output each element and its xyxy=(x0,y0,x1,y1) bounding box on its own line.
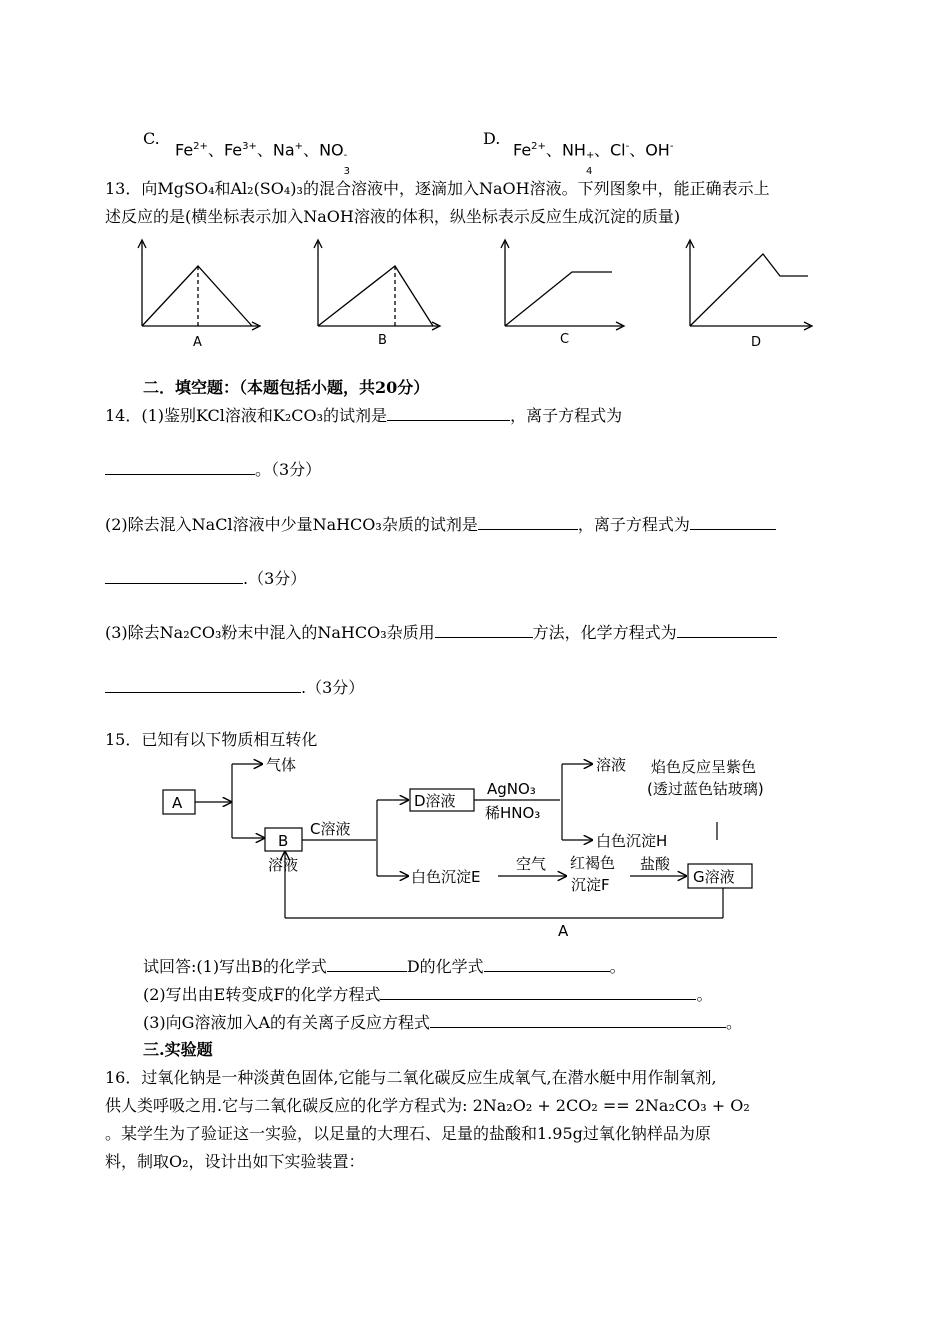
q14-p1-cont: 。（3分） xyxy=(105,458,321,481)
graph-c-label: C xyxy=(560,332,570,347)
q14-p3-cont: .（3分） xyxy=(105,676,364,699)
label-a: A xyxy=(172,794,183,812)
q14-p2: (2)除去混入NaCl溶液中少量NaHCO₃杂质的试剂是 ，离子方程式为 xyxy=(105,513,776,536)
answer-blank[interactable] xyxy=(105,676,301,693)
q16-line3: 。某学生为了验证这一实验，以足量的大理石、足量的盐酸和1.95g过氧化钠样品为原 xyxy=(105,1124,711,1143)
conversion-diagram xyxy=(0,750,950,950)
q16-line2: 供人类呼吸之用.它与二氧化碳反应的化学方程式为: 2Na₂O₂ + 2CO₂ == 2Na₂CO₃ + O₂ xyxy=(105,1096,750,1115)
label-d-sol: D溶液 xyxy=(414,792,456,810)
graph-b xyxy=(314,240,440,330)
label-flame2: (透过蓝色钴玻璃) xyxy=(647,780,764,798)
q13-graphs xyxy=(0,228,950,368)
q13-line1: 13．向MgSO₄和Al₂(SO₄)₃的混合溶液中，逐滴加入NaOH溶液。下列图象中，能正确表示上 xyxy=(105,179,770,198)
label-b-sol: 溶液 xyxy=(268,856,299,874)
option-d-ions: $Fe^{2+}$、NH + 4 、Cl-、OH- xyxy=(513,140,674,178)
label-solution: 溶液 xyxy=(596,756,627,774)
answer-blank[interactable] xyxy=(677,621,777,638)
label-c-sol: C溶液 xyxy=(310,820,351,838)
q16-line4: 料，制取O₂，设计出如下实验装置： xyxy=(105,1152,365,1171)
label-white-e: 白色沉淀E xyxy=(411,868,481,886)
label-b: B xyxy=(278,832,289,850)
label-redbrown: 红褐色 xyxy=(570,854,616,872)
q15-ans3: (3)向G溶液加入A的有关离子反应方程式 。 xyxy=(143,1013,743,1032)
option-c-label: C. xyxy=(143,129,160,148)
answer-blank[interactable] xyxy=(327,955,407,972)
q15-ans1: 试回答:(1)写出B的化学式 D的化学式 。 xyxy=(143,957,626,976)
label-hno3: 稀HNO₃ xyxy=(485,804,541,822)
label-agno3: AgNO₃ xyxy=(487,780,536,798)
label-air: 空气 xyxy=(516,855,547,873)
option-d xyxy=(483,128,500,150)
graph-d xyxy=(686,240,812,330)
option-c xyxy=(143,128,160,150)
answer-blank[interactable] xyxy=(105,458,255,475)
answer-blank[interactable] xyxy=(484,955,610,972)
section2-title: 二．填空题：（本题包括小题，共20分） xyxy=(143,378,430,397)
label-g-sol: G溶液 xyxy=(693,868,735,886)
answer-blank[interactable] xyxy=(478,513,578,530)
answer-blank[interactable] xyxy=(380,983,696,1000)
q16-line1: 16．过氧化钠是一种淡黄色固体,它能与二氧化碳反应生成氧气,在潜水艇中用作制氧剂, xyxy=(105,1068,717,1087)
option-c-ions: $Fe^{2+}$、$Fe^{3+}$、Na+、NO - 3 xyxy=(175,140,350,178)
graph-d-label: D xyxy=(751,335,762,350)
q14-p2-cont: .（3分） xyxy=(105,567,306,590)
graph-b-label: B xyxy=(378,333,387,348)
graph-a xyxy=(138,240,260,330)
q15-title: 15．已知有以下物质相互转化 xyxy=(105,730,318,749)
option-d-label: D. xyxy=(483,129,501,148)
label-gas: 气体 xyxy=(266,756,297,774)
answer-blank[interactable] xyxy=(387,404,510,421)
label-white-h: 白色沉淀H xyxy=(596,832,668,850)
graph-c xyxy=(501,240,624,330)
answer-blank[interactable] xyxy=(690,513,776,530)
section3-title: 三.实验题 xyxy=(143,1040,213,1059)
answer-blank[interactable] xyxy=(435,621,533,638)
graph-a-label: A xyxy=(193,335,202,350)
answer-blank[interactable] xyxy=(430,1011,726,1028)
q14-p3: (3)除去Na₂CO₃粉末中混入的NaHCO₃杂质用 方法，化学方程式为 xyxy=(105,621,777,644)
label-a-bottom: A xyxy=(558,922,569,940)
q15-ans2: (2)写出由E转变成F的化学方程式 。 xyxy=(143,985,713,1004)
q14-p1: 14．(1)鉴别KCl溶液和K₂CO₃的试剂是 ，离子方程式为 xyxy=(105,406,623,425)
answer-blank[interactable] xyxy=(105,567,243,584)
label-hcl: 盐酸 xyxy=(640,855,671,873)
label-flame1: 焰色反应呈紫色 xyxy=(651,758,757,776)
q13-line2: 述反应的是(横坐标表示加入NaOH溶液的体积，纵坐标表示反应生成沉淀的质量) xyxy=(105,207,681,226)
label-precip-f: 沉淀F xyxy=(571,876,610,894)
